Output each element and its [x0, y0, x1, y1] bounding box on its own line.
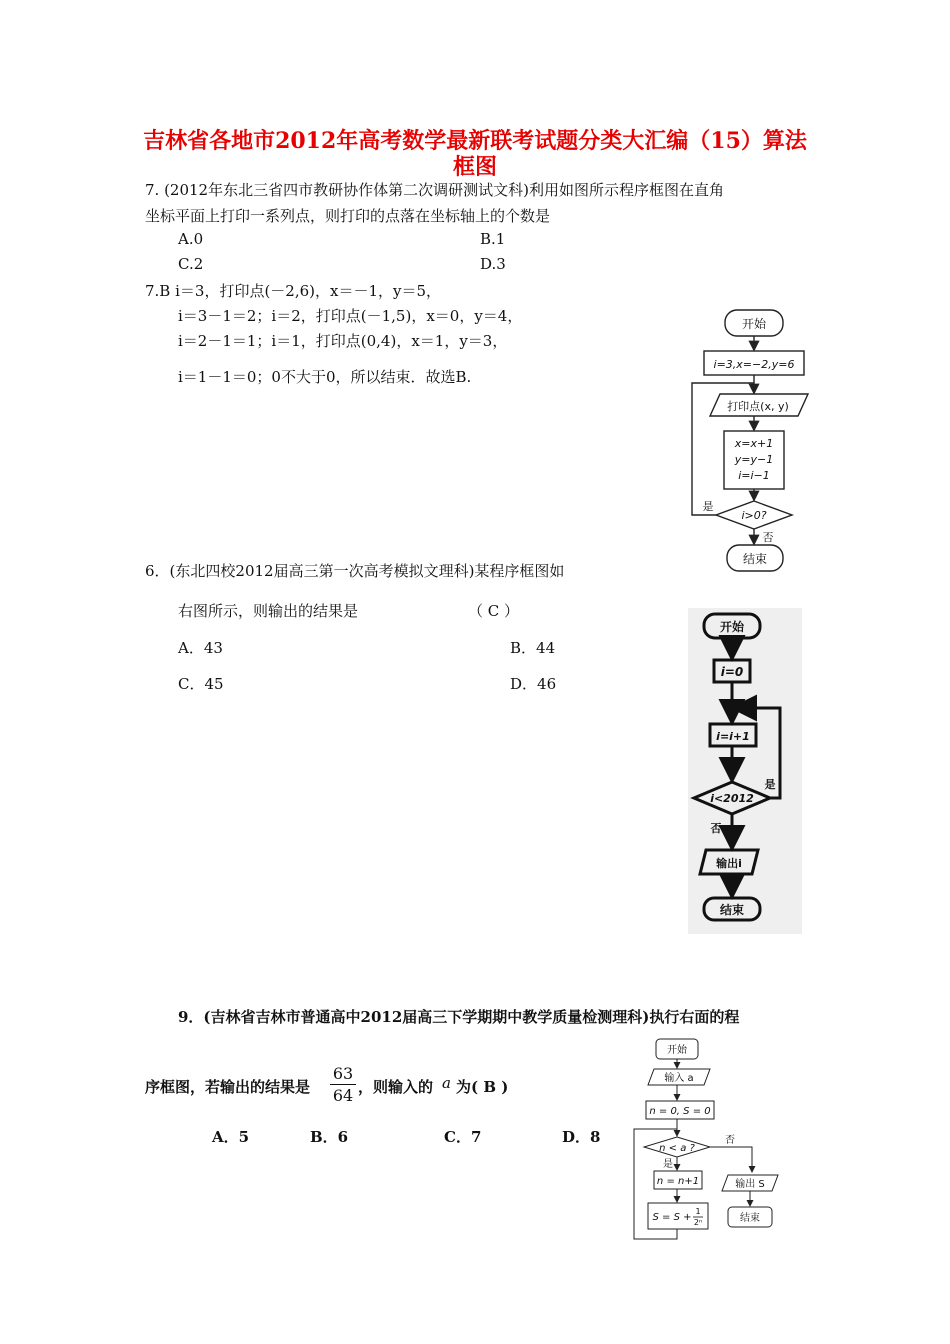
q7-option-c: C.2: [178, 255, 204, 273]
q9-option-d: D．8: [562, 1128, 601, 1146]
q7-fc-start: 开始: [741, 317, 767, 331]
q9-fc-update-n: n = n+1: [656, 1176, 700, 1187]
q6-fc-end: 结束: [719, 903, 745, 917]
q9-var-a: a: [442, 1074, 451, 1092]
page-title-line2: 框图: [452, 154, 497, 180]
q7-fc-init: i=3,x=−2,y=6: [713, 358, 795, 371]
q7-fc-update-y: y=y−1: [734, 453, 774, 466]
q7-fc-print: 打印点(x, y): [727, 400, 789, 413]
q9-option-a: A．5: [212, 1128, 250, 1146]
q7-solution-line3: i＝2－1＝1；i＝1，打印点(0,4)，x＝1，y＝3，: [178, 332, 508, 350]
q9-fc-end: 结束: [740, 1213, 760, 1224]
q7-solution-line1: 7.B i＝3，打印点(－2,6)，x＝－1，y＝5，: [145, 282, 442, 300]
q7-fc-update-x: x=x+1: [734, 437, 774, 450]
q6-option-b: B．44: [510, 639, 556, 657]
q7-option-b: B.1: [480, 230, 506, 248]
q7-option-a: A.0: [178, 230, 204, 248]
q9-fc-no: 否: [725, 1135, 735, 1146]
q9-stem-line2a: 序框图，若输出的结果是: [145, 1078, 311, 1096]
q6-stem-line2: 右图所示，则输出的结果是: [178, 602, 359, 620]
q6-option-d: D．46: [510, 675, 557, 693]
q6-fc-update: i=i+1: [716, 730, 750, 743]
q9-frac-numerator: 63: [332, 1064, 354, 1083]
q7-fc-yes: 是: [702, 500, 714, 513]
q7-stem-line2: 坐标平面上打印一系列点，则打印的点落在坐标轴上的个数是: [145, 207, 551, 225]
q6-option-c: C．45: [178, 675, 224, 693]
q9-fc-yes: 是: [663, 1159, 673, 1170]
q6-fc-yes: 是: [764, 778, 776, 791]
q9-fc-update-s: S = S +: [652, 1212, 692, 1223]
q9-option-c: C．7: [444, 1128, 482, 1146]
q9-fc-init: n = 0, S = 0: [649, 1106, 711, 1117]
q6-fc-condition: i<2012: [710, 792, 754, 805]
q7-fc-condition: i>0?: [741, 509, 767, 522]
q6-fc-start: 开始: [719, 620, 745, 634]
q6-fc-no: 否: [710, 822, 722, 835]
q6-fc-init: i=0: [720, 665, 744, 679]
page-title: 吉林省各地市2012年高考数学最新联考试题分类大汇编（15）算法: [143, 128, 807, 154]
q9-fc-update-s-den: 2ⁿ: [693, 1218, 703, 1227]
q9-fraction: [330, 1064, 356, 1105]
q7-fc-update-i: i=i−1: [738, 469, 770, 482]
q9-fc-condition: n < a ?: [659, 1143, 695, 1154]
q6-option-a: A．43: [178, 639, 223, 657]
q7-fc-no: 否: [762, 531, 774, 544]
q6-flowchart: [688, 608, 802, 934]
q7-solution-line2: i＝3－1＝2；i＝2，打印点(－1,5)，x＝0，y＝4，: [178, 307, 523, 325]
q7-fc-end: 结束: [742, 552, 768, 566]
q6-fc-output: 输出i: [716, 857, 742, 870]
q7-option-d: D.3: [480, 255, 506, 273]
q6-stem-line1: 6．(东北四校2012届高三第一次高考模拟文理科)某程序框图如: [145, 562, 565, 580]
q9-fc-update-s-num: 1: [695, 1207, 701, 1216]
q9-stem-line2b: ，则输入的: [358, 1078, 434, 1096]
q9-frac-denominator: 64: [332, 1086, 354, 1105]
q6-answer: （ C ）: [468, 602, 520, 620]
q7-flowchart: [680, 305, 840, 580]
q9-fc-output: 输出 S: [735, 1179, 765, 1190]
q9-stem-line1: 9．(吉林省吉林市普通高中2012届高三下学期期中教学质量检测理科)执行右面的程: [178, 1008, 740, 1026]
q9-stem-line2c: 为( B ): [456, 1078, 509, 1096]
q7-solution-line4: i＝1－1＝0；0不大于0，所以结束．故选B.: [178, 368, 472, 386]
q9-option-b: B．6: [310, 1128, 349, 1146]
q9-fc-input: 输入 a: [664, 1073, 694, 1084]
q9-flowchart: [630, 1035, 790, 1245]
q9-fc-start: 开始: [667, 1045, 687, 1056]
q7-stem-line1: 7. (2012年东北三省四市教研协作体第二次调研测试文科)利用如图所示程序框图在直角: [145, 181, 724, 199]
